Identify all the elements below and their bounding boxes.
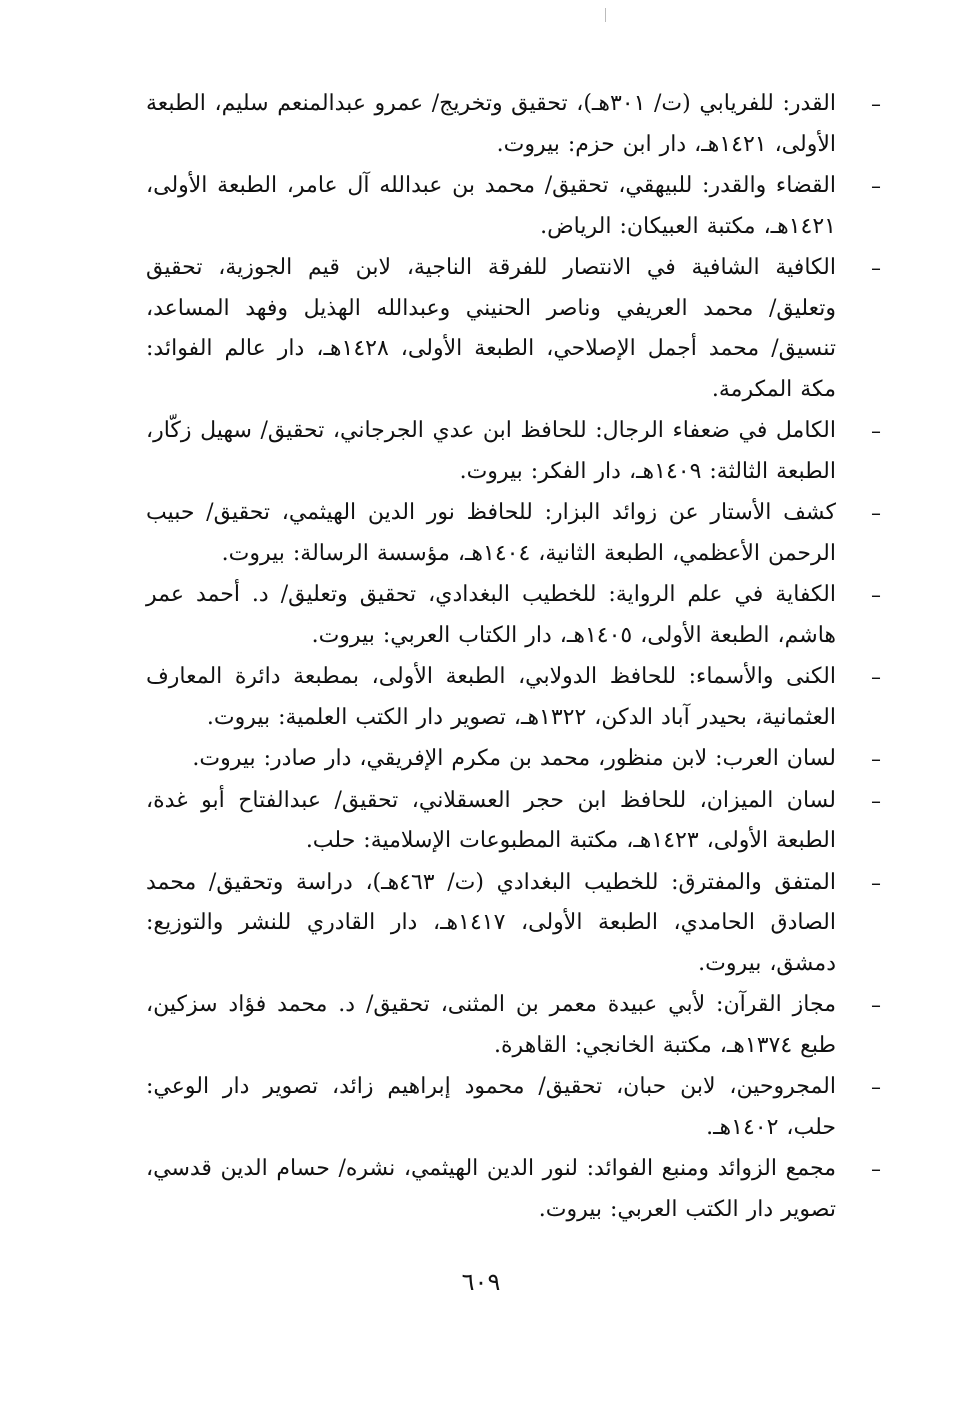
entry-text: لسان الميزان، للحافظ ابن حجر العسقلاني، تحقيق/ عبدالفتاح أبو غدة، الطبعة الأولى، ١٤٢٣هـ، مكتبة المطبوعات الإسلامية: حلب. — [146, 787, 836, 853]
entry-text: القضاء والقدر: للبيهقي، تحقيق/ محمد بن عبدالله آل عامر، الطبعة الأولى، ١٤٢١هـ، مكتبة العبيكان: الرياض. — [146, 173, 836, 239]
bibliography-entry — [146, 657, 881, 738]
entry-text: لسان العرب: لابن منظور، محمد بن مكرم الإفريقي، دار صادر: بيروت. — [192, 746, 836, 771]
entry-text: الكامل في ضعفاء الرجال: للحافظ ابن عدي الجرجاني، تحقيق/ سهيل زكّار، الطبعة الثالثة: ١٤٠٩هـ، دار الفكر: بيروت. — [146, 418, 836, 484]
scan-mark — [605, 8, 606, 22]
entry-bullet: – — [871, 501, 881, 525]
bibliography-entry — [146, 739, 881, 780]
entry-text: المجروحين، لابن حبان، تحقيق/ محمود إبراهيم زائد، تصوير دار الوعي: حلب، ١٤٠٢هـ. — [146, 1074, 836, 1140]
entry-bullet: – — [871, 870, 881, 895]
entry-bullet: – — [871, 1157, 881, 1181]
entry-bullet: – — [871, 788, 881, 813]
bibliography-list — [146, 84, 881, 1231]
entry-bullet: – — [871, 1075, 881, 1099]
bibliography-entry — [146, 575, 881, 656]
entry-text: الكفاية في علم الرواية: للخطيب البغدادي، تحقيق وتعليق/ د. أحمد عمر هاشم، الطبعة الأولى، ١٤٠٥هـ، دار الكتاب العربي: بيروت. — [146, 582, 836, 648]
bibliography-entry — [146, 863, 881, 985]
bibliography-entry — [146, 985, 881, 1066]
bibliography-entry — [146, 493, 881, 574]
bibliography-entry — [146, 411, 881, 492]
page-number: ٦٠٩ — [461, 1268, 501, 1296]
entry-text: المتفق والمفترق: للخطيب البغدادي (ت/ ٤٦٣هـ)، دراسة وتحقيق/ محمد الصادق الحامدي، الطبعة الأولى، ١٤١٧هـ، دار القادري للنشر والتوزيع: دمشق، بيروت. — [146, 869, 836, 976]
entry-text: الكنى والأسماء: للحافظ الدولابي، الطبعة الأولى، بمطبعة دائرة المعارف العثمانية، بحيدر آباد الدكن، ١٣٢٢هـ، تصوير دار الكتب العلمية: بيروت. — [146, 664, 836, 730]
entry-bullet: – — [871, 419, 881, 443]
entry-text: مجمع الزوائد ومنبع الفوائد: لنور الدين الهيثمي، نشره/ حسام الدين قدسي، تصوير دار الكتب العربي: بيروت. — [146, 1156, 836, 1222]
entry-bullet: – — [871, 256, 881, 280]
entry-bullet: – — [871, 174, 881, 198]
entry-text: الكافية الشافية في الانتصار للفرقة الناجية، لابن قيم الجوزية، تحقيق وتعليق/ محمد العريفي وناصر الحنيني وعبدالله الهذيل وفهد المساعد، تنسيق/ محمد أجمل الإصلاحي، الطبعة الأولى، ١٤٢٨هـ، دار عالم الفوائد: مكة المكرمة. — [146, 255, 836, 402]
entry-text: القدر: للفريابي (ت/ ٣٠١هـ)، تحقيق وتخريج/ عمرو عبدالمنعم سليم، الطبعة الأولى، ١٤٢١هـ، دار ابن حزم: بيروت. — [146, 91, 836, 157]
entry-text: كشف الأستار عن زوائد البزار: للحافظ نور الدين الهيثمي، تحقيق/ حبيب الرحمن الأعظمي، الطبعة الثانية، ١٤٠٤هـ، مؤسسة الرسالة: بيروت. — [146, 500, 836, 566]
entry-bullet: – — [871, 583, 881, 607]
entry-bullet: – — [871, 92, 881, 116]
bibliography-entry — [146, 84, 881, 165]
bibliography-entry — [146, 248, 881, 410]
bibliography-entry — [146, 166, 881, 247]
bibliography-entry — [146, 1067, 881, 1148]
entry-text: مجاز القرآن: لأبي عبيدة معمر بن المثنى، تحقيق/ د. محمد فؤاد سزكين، طبع ١٣٧٤هـ، مكتبة الخانجي: القاهرة. — [146, 992, 836, 1058]
bibliography-entry — [146, 1149, 881, 1230]
entry-bullet: – — [871, 665, 881, 689]
entry-bullet: – — [871, 993, 881, 1017]
entry-bullet: – — [871, 747, 881, 771]
bibliography-entry — [146, 781, 881, 862]
